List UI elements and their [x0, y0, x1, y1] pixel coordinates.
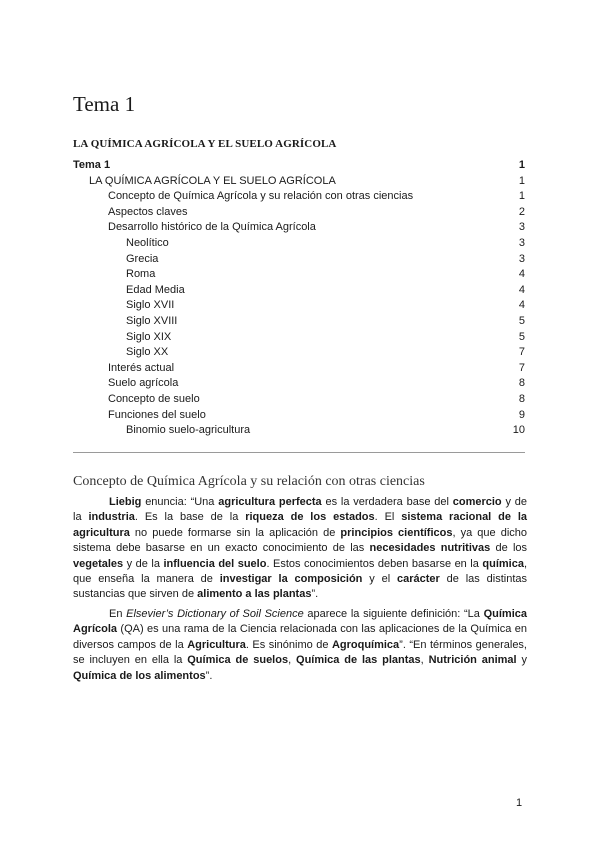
emphasis-bold: alimento a las plantas [197, 588, 312, 601]
emphasis-bold: Química Agrícola [73, 608, 527, 636]
toc-entry[interactable] [73, 267, 527, 283]
toc-entry-title: Concepto de Química Agrícola y su relación con otras ciencias [108, 190, 414, 203]
section-heading: Concepto de Química Agrícola y su relación con otras ciencias [73, 474, 425, 489]
text-run: de los [490, 542, 528, 555]
toc-entry-page: 10 [512, 424, 525, 437]
toc-entry-page: 8 [518, 377, 525, 390]
text-run: de las distintas sustancias que sirven de [73, 573, 527, 601]
text-run: . Es la base de la [134, 511, 246, 524]
toc-entry[interactable] [73, 283, 527, 299]
text-run: ”. [205, 669, 213, 682]
toc-entry-title: LA QUÍMICA AGRÍCOLA Y EL SUELO AGRÍCOLA [89, 174, 336, 187]
toc-entry[interactable] [73, 423, 527, 439]
toc-entry-page: 4 [518, 299, 525, 312]
toc-entry[interactable] [73, 189, 527, 205]
toc-entry-title: Suelo agrícola [108, 377, 179, 390]
text-run: , ya que dicho sistema debe basarse en un exacto conocimiento de las [73, 526, 528, 555]
chapter-subtitle: LA QUÍMICA AGRÍCOLA Y EL SUELO AGRÍCOLA [73, 138, 337, 150]
toc-entry[interactable] [73, 220, 527, 236]
toc-entry-title: Aspectos claves [108, 205, 188, 218]
text-run: y de la [73, 496, 527, 524]
emphasis-bold: Agricultura [187, 638, 246, 651]
text-run: . Estos conocimientos deben basarse en la [266, 557, 483, 570]
text-run: y de la [123, 557, 164, 570]
toc-entry-page: 3 [518, 221, 525, 234]
text-run: , que enseña la manera de [73, 557, 528, 586]
text-run: , [288, 654, 297, 667]
emphasis-bold: química [482, 557, 524, 570]
toc-entry-title: Grecia [126, 252, 159, 265]
toc-entry[interactable] [73, 252, 527, 268]
emphasis-bold: principios científicos [340, 526, 453, 539]
emphasis-bold: comercio [452, 496, 502, 508]
toc-entry-page: 1 [518, 190, 525, 203]
emphasis-bold: carácter [397, 573, 440, 586]
toc-entry-title: Binomio suelo-agricultura [126, 424, 251, 437]
toc-entry-title: Edad Media [126, 283, 185, 296]
toc-entry[interactable] [73, 330, 527, 346]
emphasis-bold: Química de suelos [187, 654, 289, 667]
toc-entry[interactable] [73, 236, 527, 252]
emphasis-bold: Química de los alimentos [73, 669, 206, 682]
emphasis-bold: Agroquímica [331, 638, 400, 651]
toc-entry-page: 1 [518, 159, 525, 171]
emphasis-bold: investigar la composición [219, 573, 363, 586]
toc-entry-title: Siglo XX [126, 346, 169, 359]
toc-entry-title: Siglo XVIII [126, 314, 178, 327]
toc-entry-page: 2 [518, 205, 525, 218]
toc-entry-title: Tema 1 [73, 159, 111, 171]
chapter-title: Tema 1 [73, 92, 136, 116]
toc-divider [73, 452, 525, 453]
toc-entry-page: 4 [518, 283, 525, 296]
text-run: En [109, 608, 127, 620]
emphasis-italic: Elsevier’s Dictionary of Soil Science [126, 608, 304, 620]
emphasis-bold: influencia del suelo [163, 557, 267, 570]
toc-entry[interactable] [73, 314, 527, 330]
toc-entry-page: 3 [518, 236, 525, 249]
toc-entry-title: Roma [126, 268, 156, 281]
toc-entry-title: Siglo XIX [126, 330, 172, 343]
toc-entry-page: 8 [518, 392, 525, 405]
toc-entry-page: 4 [518, 268, 525, 281]
toc-entry[interactable] [73, 345, 527, 361]
toc-entry[interactable] [73, 158, 527, 174]
text-run: es la verdadera base del [321, 496, 453, 508]
text-run: (QA) es una rama de la Ciencia relacionada con las aplicaciones de la Química en diversos campos de la [73, 623, 527, 651]
text-run: , [420, 654, 429, 667]
body-paragraph-liebig [73, 495, 527, 603]
emphasis-bold: necesidades nutritivas [369, 542, 491, 555]
toc-entry-page: 5 [518, 330, 525, 343]
toc-entry-page: 5 [518, 314, 525, 327]
emphasis-bold: Química de las plantas [296, 654, 421, 667]
emphasis-bold: agricultura perfecta [218, 496, 322, 508]
toc-entry-title: Funciones del suelo [108, 408, 206, 421]
page-number: 1 [516, 797, 523, 809]
toc-entry-title: Desarrollo histórico de la Química Agrícola [108, 221, 316, 234]
toc-entry-title: Concepto de suelo [108, 392, 200, 405]
toc-entry[interactable] [73, 376, 527, 392]
text-run: aparece la siguiente definición: “La [303, 608, 484, 620]
text-run: y el [362, 573, 397, 586]
emphasis-bold: riqueza de los estados [245, 511, 375, 524]
table-of-contents [73, 158, 527, 439]
toc-entry-title: Siglo XVII [126, 299, 175, 312]
toc-entry-title: Interés actual [108, 361, 175, 374]
toc-entry[interactable] [73, 205, 527, 221]
emphasis-bold: Nutrición animal [428, 654, 517, 667]
emphasis-bold: vegetales [73, 557, 124, 570]
toc-entry-title: Neolítico [126, 236, 169, 249]
body-paragraph-definition [73, 607, 527, 684]
text-run: ”. “En términos generales, se incluyen en ella la [73, 638, 527, 667]
text-run: . Es sinónimo de [245, 638, 332, 651]
text-run: enuncia: “Una [141, 496, 219, 508]
emphasis-bold: Liebig [109, 496, 142, 508]
toc-entry-page: 7 [518, 346, 525, 359]
toc-entry[interactable] [73, 361, 527, 377]
text-run: y [516, 654, 527, 667]
emphasis-bold: industria [88, 511, 135, 524]
toc-entry-page: 1 [518, 174, 525, 187]
toc-entry[interactable] [73, 298, 527, 314]
toc-entry[interactable] [73, 408, 527, 424]
emphasis-bold: sistema racional de la agricultura [73, 511, 527, 539]
text-run: ”. [311, 588, 319, 601]
text-run: . El [374, 511, 402, 524]
text-run: no puede formarse sin la aplicación de [129, 526, 341, 539]
toc-entry[interactable] [73, 174, 527, 190]
toc-entry-page: 9 [518, 408, 525, 421]
toc-entry-page: 7 [518, 361, 525, 374]
toc-entry[interactable] [73, 392, 527, 408]
toc-entry-page: 3 [518, 252, 525, 265]
